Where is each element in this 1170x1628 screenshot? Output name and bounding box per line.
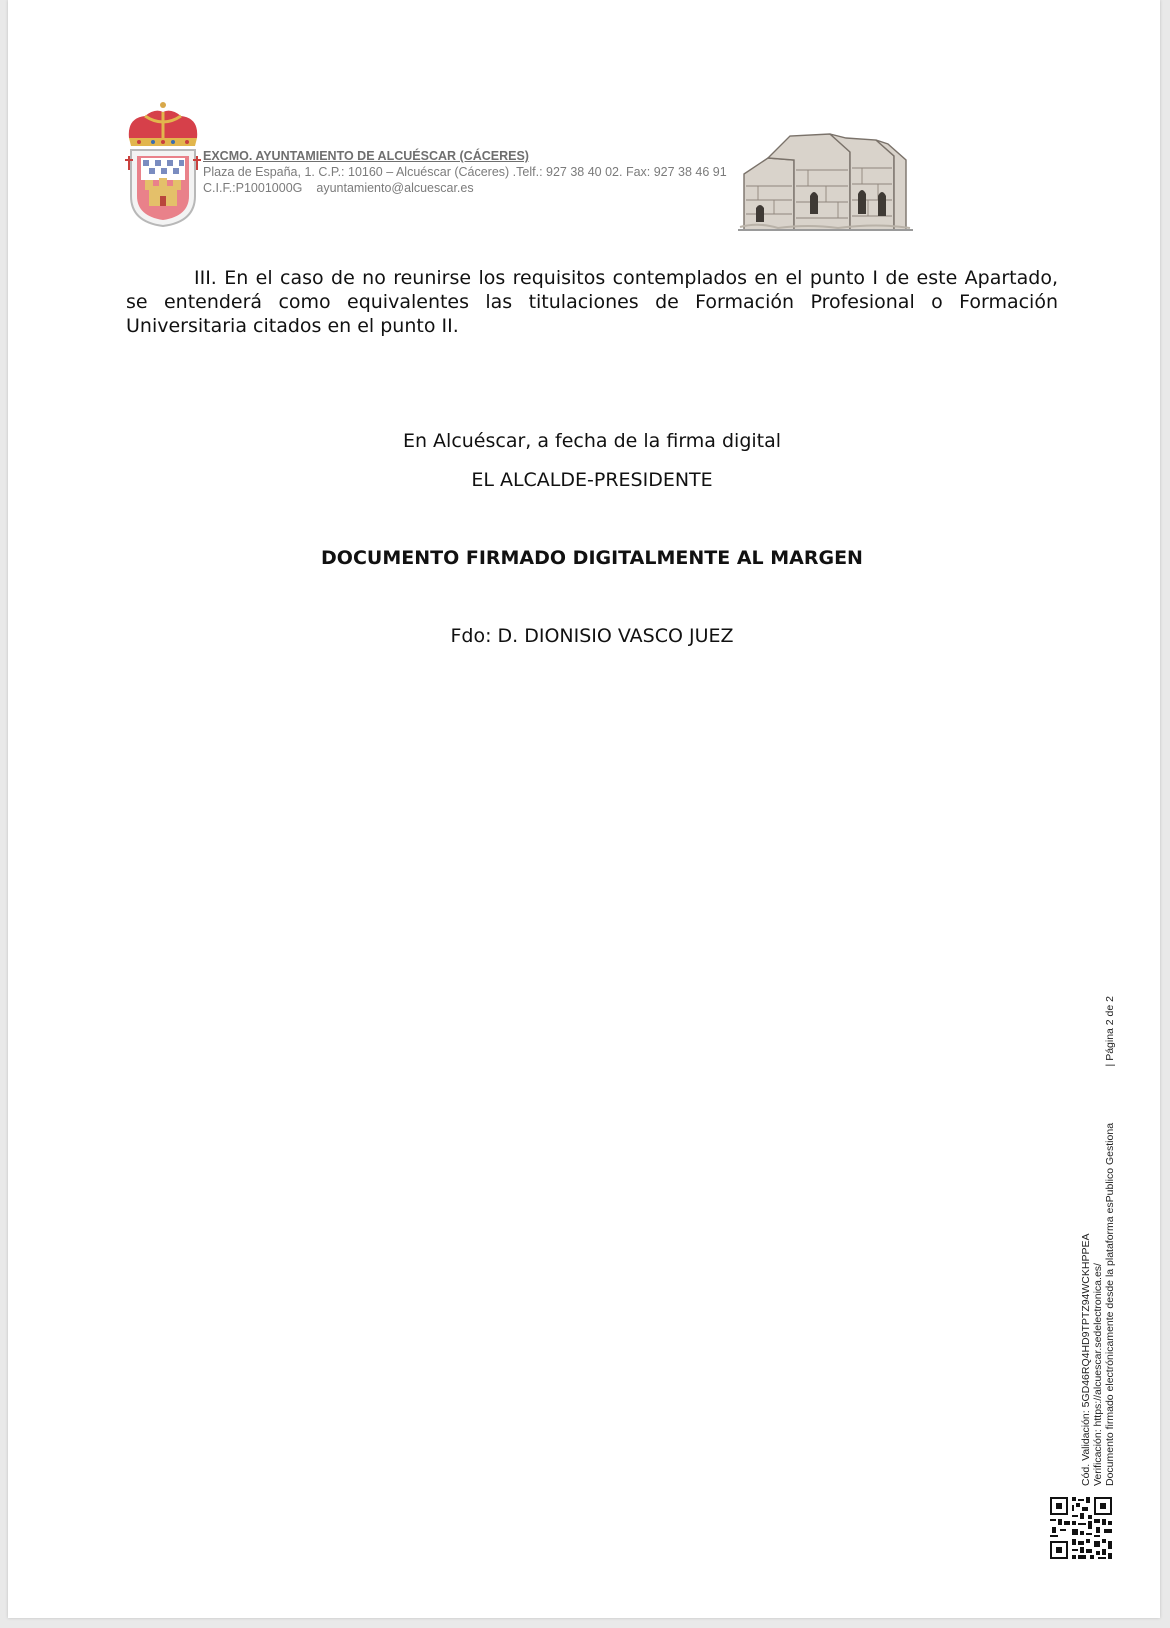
organization-email: ayuntamiento@alcuescar.es <box>316 181 474 195</box>
church-building-icon <box>738 130 913 232</box>
body-paragraph: III. En el caso de no reunirse los requisitos contemplados en el punto I de este Apartado, se entenderá como equivalentes las titulaciones de Formación Profesional o Formación Universitaria citados en el punto II. <box>126 267 1058 337</box>
qr-code-icon[interactable] <box>1048 1495 1114 1561</box>
organization-cif: C.I.F.:P1001000G <box>203 181 303 195</box>
organization-contact <box>203 180 727 196</box>
verification-url: Verificación: https://alcuescar.sedelectronica.es/ <box>1092 1263 1104 1486</box>
validation-code: Cód. Validación: 5GD46RQ4HD9TPTZ94WCKHPPEA <box>1080 1233 1092 1486</box>
signer-name: Fdo: D. DIONISIO VASCO JUEZ <box>450 625 734 647</box>
organization-address: Plaza de España, 1. C.P.: 10160 – Alcuéscar (Cáceres) .Telf.: 927 38 40 02. Fax: 927 38 46 91 <box>203 165 727 179</box>
page-number: | Página 2 de 2 <box>1104 996 1116 1067</box>
digital-signature-note: DOCUMENTO FIRMADO DIGITALMENTE AL MARGEN <box>321 547 863 569</box>
organization-info <box>203 148 727 196</box>
document-page <box>8 0 1160 1618</box>
platform-note: Documento firmado electrónicamente desde la plataforma esPublico Gestiona <box>1104 1122 1116 1486</box>
signer-role: EL ALCALDE-PRESIDENTE <box>471 469 713 491</box>
coat-of-arms-icon <box>123 100 203 232</box>
place-date: En Alcuéscar, a fecha de la firma digital <box>402 430 782 452</box>
organization-name: EXCMO. AYUNTAMIENTO DE ALCUÉSCAR (CÁCERES) <box>203 149 529 163</box>
verification-margin-text <box>1080 996 1116 1486</box>
letterhead <box>123 100 943 240</box>
